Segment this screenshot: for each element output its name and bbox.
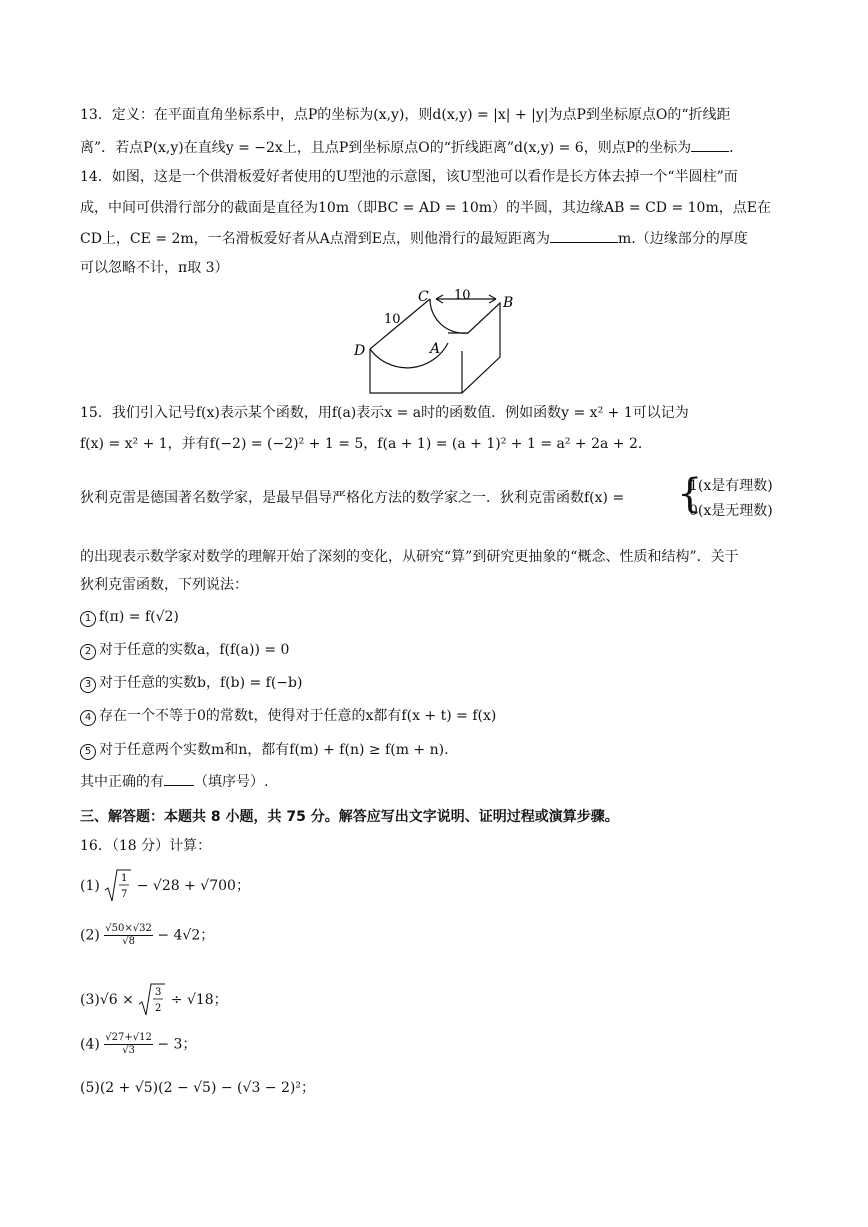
q16-part-3 xyxy=(80,982,228,1022)
fraction-numerator: √27+√12 xyxy=(105,1032,152,1043)
q13-line-2: 离”．若点P(x,y)在直线y = −2x上，且点P到坐标原点O的“折线距离”d(x,y) = 6，则点P的坐标为 ． xyxy=(80,137,743,158)
statement-5 xyxy=(80,740,449,760)
label-c: C xyxy=(418,289,429,305)
statement-number: 5 xyxy=(80,744,96,760)
statement-1 xyxy=(80,607,179,627)
q13-answer-blank xyxy=(691,137,729,152)
statement-number: 2 xyxy=(80,644,96,660)
frac-denominator: 7 xyxy=(121,889,128,900)
q16-part-4 xyxy=(80,1032,196,1068)
label-d: D xyxy=(354,343,366,359)
q15-line-1: 15．我们引入记号f(x)表示某个函数，用f(a)表示x = a时的函数值．例如函数y = x² + 1可以记为 xyxy=(80,405,689,421)
statement-text: 对于任意的实数a，f(f(a)) = 0 xyxy=(99,642,290,658)
fraction xyxy=(104,923,153,948)
part-pre: √6 × xyxy=(99,992,134,1008)
piecewise-case-1: 1(x是有理数) xyxy=(689,478,773,494)
u-pool-figure xyxy=(340,283,530,399)
statement-text: f(π) = f(√2) xyxy=(99,609,179,625)
statement-3 xyxy=(80,673,302,693)
q13-line-1: 13．定义：在平面直角坐标系中，点P的坐标为(x,y)，则d(x,y) = |x| + |y|为点P到坐标原点O的“折线距 xyxy=(80,107,731,123)
statement-number: 4 xyxy=(80,710,96,726)
q15-answer-hint: （填序号）. xyxy=(194,774,269,790)
q15-answer-blank xyxy=(164,771,194,786)
q14-line-2: 成，中间可供滑行部分的截面是直径为10m（即BC = AD = 10m）的半圆，其边缘AB = CD = 10m，点E在 xyxy=(80,200,771,216)
fraction-denominator: √8 xyxy=(122,936,135,947)
part-label: (4) xyxy=(80,1036,100,1053)
label-b: B xyxy=(503,295,514,311)
q14-answer-blank xyxy=(550,228,618,243)
frac-numerator: 1 xyxy=(121,873,128,884)
q15-line-5: 狄利克雷函数，下列说法： xyxy=(80,577,248,593)
statement-2 xyxy=(80,640,289,660)
q15-line-2: f(x) = x² + 1，并有f(−2) = (−2)² + 1 = 5，f(a + 1) = (a + 1)² + 1 = a² + 2a + 2． xyxy=(80,436,652,452)
part-text: (2 + √5)(2 − √5) − (√3 − 2)²； xyxy=(99,1080,315,1096)
frac-denominator: 2 xyxy=(155,1003,162,1014)
pool-back-arc xyxy=(430,299,468,333)
q16-part-2 xyxy=(80,923,214,963)
statement-text: 对于任意的实数b，f(b) = f(−b) xyxy=(99,675,303,691)
statement-number: 1 xyxy=(80,611,96,627)
part-rest: − 3； xyxy=(157,1036,197,1053)
fraction-numerator: √50×√32 xyxy=(105,923,152,934)
length-left: 10 xyxy=(384,312,401,327)
q14-line-1: 14．如图，这是一个供滑板爱好者使用的U型池的示意图，该U型池可以看作是长方体去掉一个“半圆柱”而 xyxy=(80,169,738,185)
q15-dirichlet-text: 狄利克雷是德国著名数学家，是最早倡导严格化方法的数学家之一．狄利克雷函数f(x) = xyxy=(80,490,625,506)
section-3-heading: 三、解答题：本题共 8 小题，共 75 分。解答应写出文字说明、证明过程或演算步骤。 xyxy=(80,809,619,825)
piecewise-case-2: 0(x是无理数) xyxy=(689,503,773,519)
piecewise-brace: { xyxy=(677,471,703,517)
frac-numerator: 3 xyxy=(155,987,162,998)
part-label: (5) xyxy=(80,1080,100,1096)
sqrt-fraction-icon xyxy=(104,868,132,904)
part-rest: − 4√2； xyxy=(157,927,215,944)
q15-answer-label: 其中正确的有 xyxy=(80,774,164,790)
fraction-denominator: √3 xyxy=(122,1045,135,1056)
part-label: (2) xyxy=(80,927,100,944)
statement-4 xyxy=(80,706,496,726)
q16-part-5 xyxy=(80,1078,315,1098)
statement-text: 存在一个不等于0的常数t，使得对于任意的x都有f(x + t) = f(x) xyxy=(99,708,497,724)
part-rest: − √28 + √700； xyxy=(136,878,250,894)
q14-line-3-tail: m.（边缘部分的厚度 xyxy=(618,231,748,247)
q16-part-1 xyxy=(80,868,250,908)
q14-line-3-text: CD上，CE = 2m，一名滑板爱好者从A点滑到E点，则他滑行的最短距离为 xyxy=(80,231,551,247)
q14-line-4: 可以忽略不计，π取 3） xyxy=(80,260,229,276)
label-a: A xyxy=(430,341,441,357)
statement-number: 3 xyxy=(80,677,96,693)
part-label: (1) xyxy=(80,878,100,894)
q15-line-4: 的出现表示数学家对数学的理解开始了深刻的变化，从研究“算”到研究更抽象的“概念、性质和结构”．关于 xyxy=(80,549,739,565)
sqrt-fraction-icon xyxy=(138,982,166,1018)
fraction xyxy=(104,1032,153,1057)
q13-line-2-text: 离”．若点P(x,y)在直线y = −2x上，且点P到坐标原点O的“折线距离”d(x,y) = 6，则点P的坐标为 xyxy=(80,140,692,156)
length-top: 10 xyxy=(454,288,471,303)
q14-line-3 xyxy=(80,228,748,249)
part-rest: ÷ √18； xyxy=(170,992,228,1008)
statement-text: 对于任意两个实数m和n，都有f(m) + f(n) ≥ f(m + n). xyxy=(99,742,449,758)
part-label: (3) xyxy=(80,992,100,1008)
q15-answer-line xyxy=(80,771,268,792)
q16-header: 16．（18 分）计算： xyxy=(80,838,212,854)
